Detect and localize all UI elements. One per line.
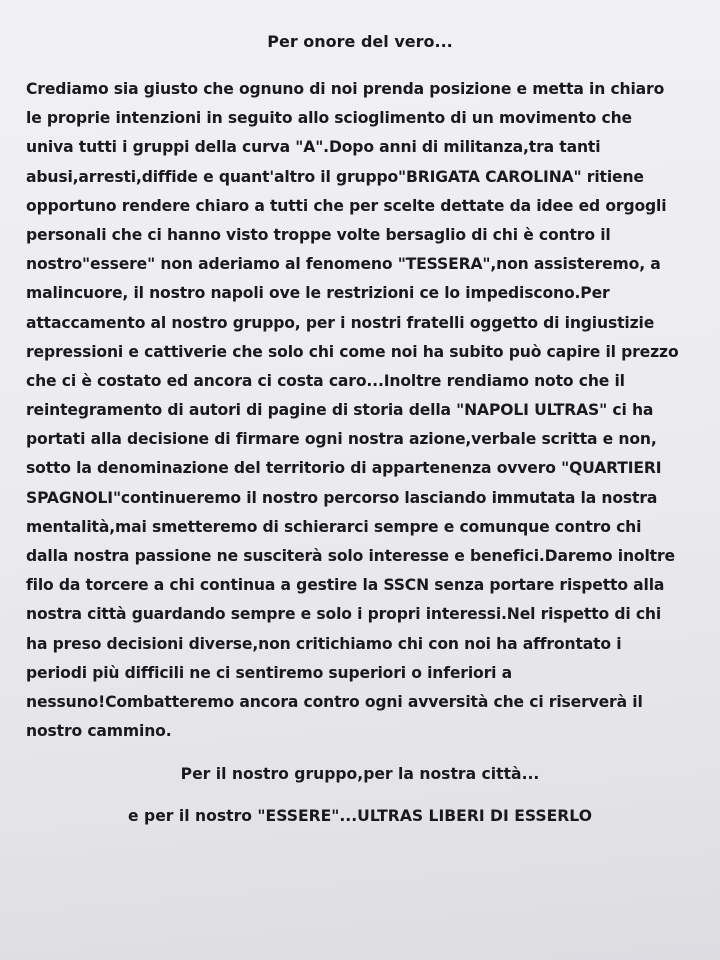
body-line-7: nostro"essere" non aderiamo al fenomeno "TESSERA",non assisteremo, a: [26, 255, 661, 274]
body-line-10: repressioni e cattiverie che solo chi come noi ha subito può capire il prezzo: [26, 342, 679, 361]
body-line-20: ha preso decisioni diverse,non critichiamo chi con noi ha affrontato i: [26, 634, 622, 653]
body-line-1: Crediamo sia giusto che ognuno di noi prenda posizione e metta in chiaro: [26, 80, 665, 98]
body-line-11: che ci è costato ed ancora ci costa caro...Inoltre rendiamo noto che il: [26, 371, 625, 390]
body-line-12: reintegramento di autori di pagine di storia della "NAPOLI ULTRAS" ci ha: [26, 401, 654, 420]
body-line-19: nostra città guardando sempre e solo i propri interessi.Nel rispetto di chi: [26, 605, 662, 624]
body-line-4: abusi,arresti,diffide e quant'altro il gruppo"BRIGATA CAROLINA" ritiene: [26, 167, 644, 186]
document-title: Per onore del vero...: [267, 32, 453, 51]
body-line-18: filo da torcere a chi continua a gestire la SSCN senza portare rispetto alla: [26, 576, 665, 595]
body-line-16: mentalità,mai smetteremo di schierarci sempre e comunque contro chi: [26, 517, 642, 536]
body-line-3: univa tutti i gruppi della curva "A".Dopo anni di militanza,tra tanti: [26, 138, 601, 157]
body-line-17: dalla nostra passione ne susciterà solo interesse e benefici.Daremo inoltre: [26, 547, 675, 565]
body-line-13: portati alla decisione di firmare ogni nostra azione,verbale scritta e non,: [26, 430, 657, 449]
body-line-22: nessuno!Combatteremo ancora contro ogni avversità che ci riserverà il: [26, 692, 643, 711]
body-line-15: SPAGNOLI"continueremo il nostro percorso lasciando immutata la nostra: [26, 488, 658, 507]
body-line-2: le proprie intenzioni in seguito allo scioglimento di un movimento che: [26, 109, 632, 128]
body-line-21: periodi più difficili ne ci sentiremo superiori o inferiori a: [26, 663, 512, 682]
body-line-8: malincuore, il nostro napoli ove le restrizioni ce lo impediscono.Per: [26, 284, 610, 303]
body-line-14: sotto la denominazione del territorio di appartenenza ovvero "QUARTIERI: [26, 459, 662, 478]
document-body: [26, 75, 716, 746]
body-line-23: nostro cammino.: [26, 722, 172, 741]
closing-line-1: Per il nostro gruppo,per la nostra città...: [180, 765, 540, 783]
body-line-9: attaccamento al nostro gruppo, per i nostri fratelli oggetto di ingiustizie: [26, 313, 655, 332]
closing-line-2: e per il nostro "ESSERE"...ULTRAS LIBERI DI ESSERLO: [128, 807, 592, 825]
body-line-5: opportuno rendere chiaro a tutti che per scelte dettate da idee ed orgogli: [26, 196, 667, 215]
body-line-6: personali che ci hanno visto troppe volte bersaglio di chi è contro il: [26, 225, 611, 244]
